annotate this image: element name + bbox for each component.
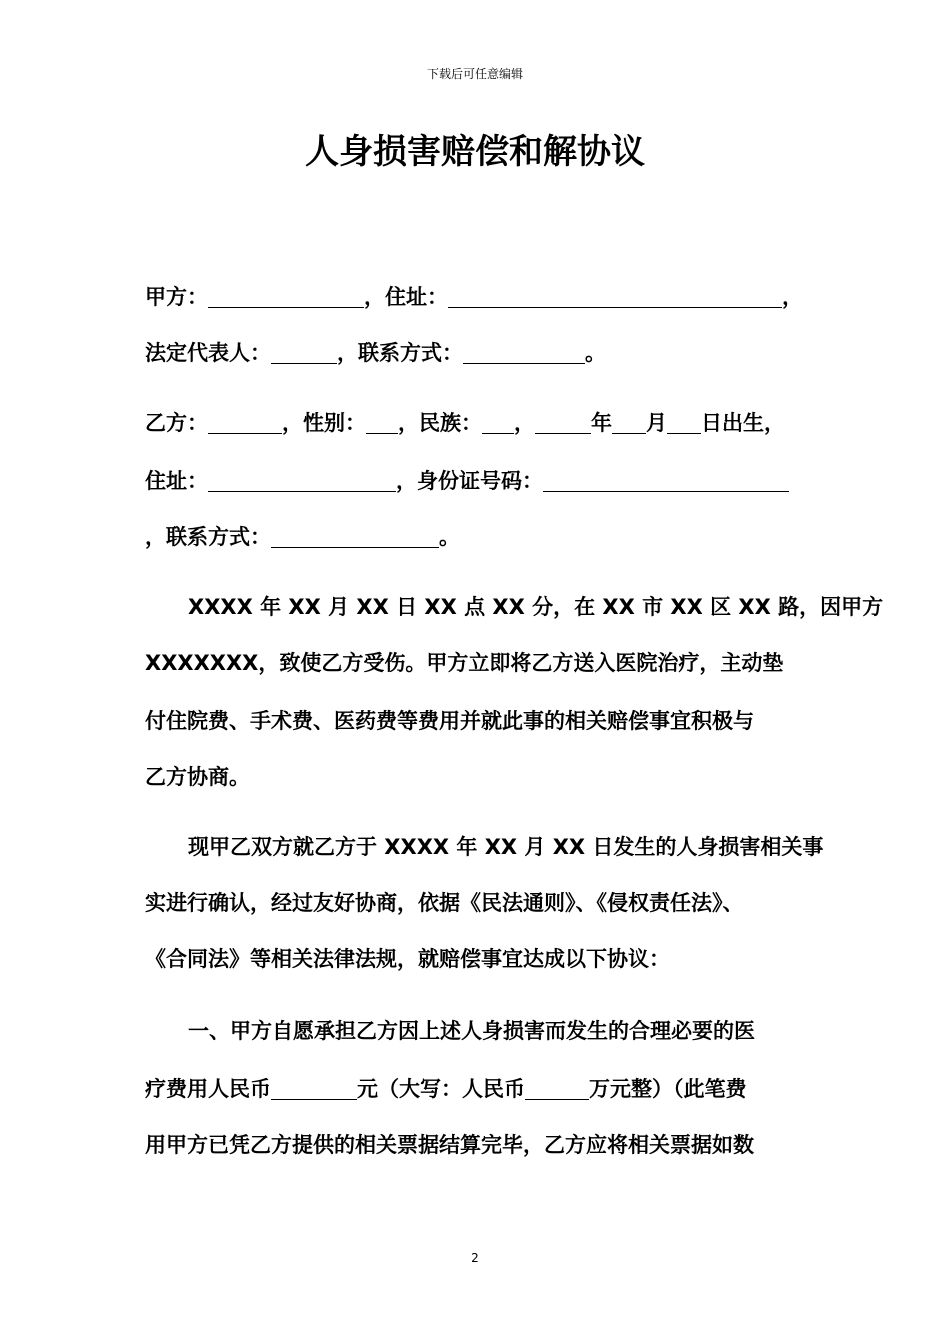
gender-label: ，性别： bbox=[282, 411, 366, 435]
year-label: 年 bbox=[591, 411, 612, 435]
birth-label: 日出生， bbox=[701, 411, 785, 435]
ethnic-label: ，民族： bbox=[398, 411, 482, 435]
gender-blank[interactable] bbox=[366, 411, 398, 434]
paragraph-1-line-2: XXXXXXX，致使乙方受伤。甲方立即将乙方送入医院治疗，主动垫 bbox=[145, 651, 784, 675]
ethnic-blank[interactable] bbox=[482, 411, 514, 434]
party-a-name-blank[interactable] bbox=[208, 285, 364, 308]
party-a-contact-blank[interactable] bbox=[463, 341, 585, 364]
amount-blank[interactable] bbox=[271, 1077, 357, 1100]
party-b-contact-blank[interactable] bbox=[271, 525, 439, 548]
header-note: 下载后可任意编辑 bbox=[426, 67, 523, 81]
clause-1-text-b: 元（大写：人民币 bbox=[357, 1077, 525, 1101]
paragraph-1-line-4: 乙方协商。 bbox=[145, 765, 250, 789]
party-b-label: 乙方： bbox=[145, 411, 208, 435]
party-a-address-label: ，住址： bbox=[364, 285, 448, 309]
party-b-contact-label: ，联系方式： bbox=[145, 525, 271, 549]
page-number: 2 bbox=[471, 1251, 479, 1265]
party-b-address-label: 住址： bbox=[145, 469, 208, 493]
birth-day-blank[interactable] bbox=[667, 411, 701, 434]
party-b-line bbox=[145, 408, 785, 438]
party-a-label: 甲方： bbox=[145, 285, 208, 309]
party-a-rep-line bbox=[145, 338, 606, 368]
clause-1-text-a: 疗费用人民币 bbox=[145, 1077, 271, 1101]
rep-blank[interactable] bbox=[271, 341, 337, 364]
rep-label: 法定代表人： bbox=[145, 341, 271, 365]
paragraph-1-line-1: XXXX 年 XX 月 XX 日 XX 点 XX 分，在 XX 市 XX 区 XX 路，因甲方 bbox=[188, 595, 884, 619]
clause-1-line-1: 一、甲方自愿承担乙方因上述人身损害而发生的合理必要的医 bbox=[188, 1019, 755, 1043]
id-label: ，身份证号码： bbox=[396, 469, 543, 493]
birth-month-blank[interactable] bbox=[612, 411, 646, 434]
party-b-address-blank[interactable] bbox=[208, 469, 396, 492]
clause-1-line-2 bbox=[145, 1074, 747, 1104]
paragraph-2-line-3: 《合同法》等相关法律法规，就赔偿事宜达成以下协议： bbox=[145, 947, 670, 971]
amount-words-blank[interactable] bbox=[525, 1077, 589, 1100]
paragraph-1-line-3: 付住院费、手术费、医药费等费用并就此事的相关赔偿事宜积极与 bbox=[145, 709, 754, 733]
party-b-name-blank[interactable] bbox=[208, 411, 282, 434]
month-label: 月 bbox=[646, 411, 667, 435]
party-a-line bbox=[145, 282, 803, 312]
punctuation: 。 bbox=[585, 341, 606, 365]
birth-year-blank[interactable] bbox=[535, 411, 591, 434]
party-a-address-blank[interactable] bbox=[448, 285, 782, 308]
paragraph-2-line-1: 现甲乙双方就乙方于 XXXX 年 XX 月 XX 日发生的人身损害相关事 bbox=[188, 835, 824, 859]
punctuation: ， bbox=[782, 285, 803, 309]
punctuation: ， bbox=[514, 411, 535, 435]
document-title: 人身损害赔偿和解协议 bbox=[305, 132, 645, 172]
clause-1-line-3: 用甲方已凭乙方提供的相关票据结算完毕，乙方应将相关票据如数 bbox=[145, 1133, 754, 1157]
party-b-contact-line bbox=[145, 522, 460, 552]
id-number-blank[interactable] bbox=[543, 469, 789, 492]
party-a-contact-label: ，联系方式： bbox=[337, 341, 463, 365]
clause-1-text-c: 万元整）（此笔费 bbox=[589, 1077, 747, 1101]
party-b-address-line bbox=[145, 466, 789, 496]
paragraph-2-line-2: 实进行确认，经过友好协商，依据《民法通则》、《侵权责任法》、 bbox=[145, 891, 744, 915]
punctuation: 。 bbox=[439, 525, 460, 549]
